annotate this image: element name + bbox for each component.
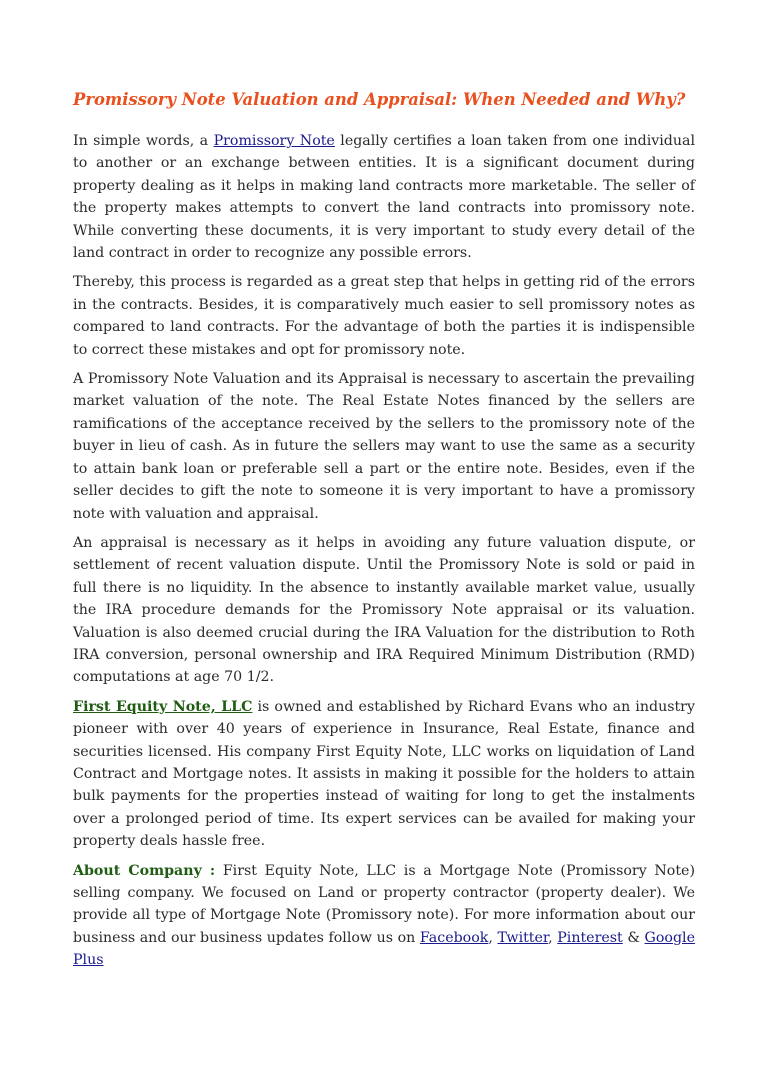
paragraph-intro-text: legally certifies a loan taken from one individual to another or an exchange between entities. It is a significant document during property dealing as it helps in making land contracts more marketable. The seller of the property makes attempts to convert the land contracts into promissory note. While converting these documents, it is very important to study every detail of the land contract in order to recognize any possible errors. xyxy=(73,133,696,262)
link-separator: , xyxy=(488,929,498,946)
first-equity-note-link[interactable]: First Equity Note, LLC xyxy=(73,698,253,715)
pinterest-link[interactable]: Pinterest xyxy=(557,929,623,946)
paragraph-appraisal: An appraisal is necessary as it helps in avoiding any future valuation dispute, or settlement of recent valuation dispute. Until the Promissory Note is sold or paid in full there is no liquidity. In the absence to instantly available market value, usually the IRA procedure demands for the Promissory Note appraisal or its valuation. Valuation is also deemed crucial during the IRA Valuation for the distribution to Roth IRA conversion, personal ownership and IRA Required Minimum Distribution (RMD) computations at age 70 1/2. xyxy=(73,534,695,686)
paragraph-errors: Thereby, this process is regarded as a great step that helps in getting rid of the errors in the contracts. Besides, it is comparatively much easier to sell promissory notes as compared to land contracts. For the advantage of both the parties it is indispensible to correct these mistakes and opt for promissory note. xyxy=(73,274,695,358)
document-page xyxy=(73,88,695,979)
paragraph-about-company xyxy=(73,860,695,972)
paragraph-intro-lead: In simple words, a xyxy=(73,133,214,149)
link-separator: , xyxy=(548,929,558,946)
document-title: Promissory Note Valuation and Appraisal: When Needed and Why? xyxy=(73,90,686,109)
about-company-text: First Equity Note, LLC is a Mortgage Note (Promissory Note) selling company. We focused on Land or property contractor (property dealer). We provide all type of Mortgage Note (Promissory note). For more information about our business and our business updates follow us on xyxy=(73,862,695,946)
twitter-link[interactable]: Twitter xyxy=(497,929,549,946)
paragraph-intro xyxy=(73,130,695,264)
google-plus-link[interactable]: Google Plus xyxy=(73,929,695,969)
link-separator: & xyxy=(622,929,645,946)
paragraph-company-profile-text: is owned and established by Richard Evans who an industry pioneer with over 40 years of experience in Insurance, Real Estate, finance and securities licensed. His company First Equity Note, LLC works on liquidation of Land Contract and Mortgage notes. It assists in making it possible for the holders to attain bulk payments for the properties instead of waiting for long to get the instalments over a prolonged period of time. Its expert services can be availed for making your property deals hassle free. xyxy=(73,698,695,850)
paragraph-valuation: A Promissory Note Valuation and its Appraisal is necessary to ascertain the prevailing market valuation of the note. The Real Estate Notes financed by the sellers are ramifications of the acceptance received by the sellers to the promissory note of the buyer in lieu of cash. As in future the sellers may want to use the same as a security to attain bank loan or preferable sell a part or the entire note. Besides, even if the seller decides to gift the note to someone it is very important to have a promissory note with valuation and appraisal. xyxy=(73,371,695,522)
paragraph-company-profile xyxy=(73,696,695,853)
facebook-link[interactable]: Facebook xyxy=(419,929,489,946)
about-company-label: About Company : xyxy=(73,862,216,879)
promissory-note-link[interactable]: Promissory Note xyxy=(213,133,335,149)
